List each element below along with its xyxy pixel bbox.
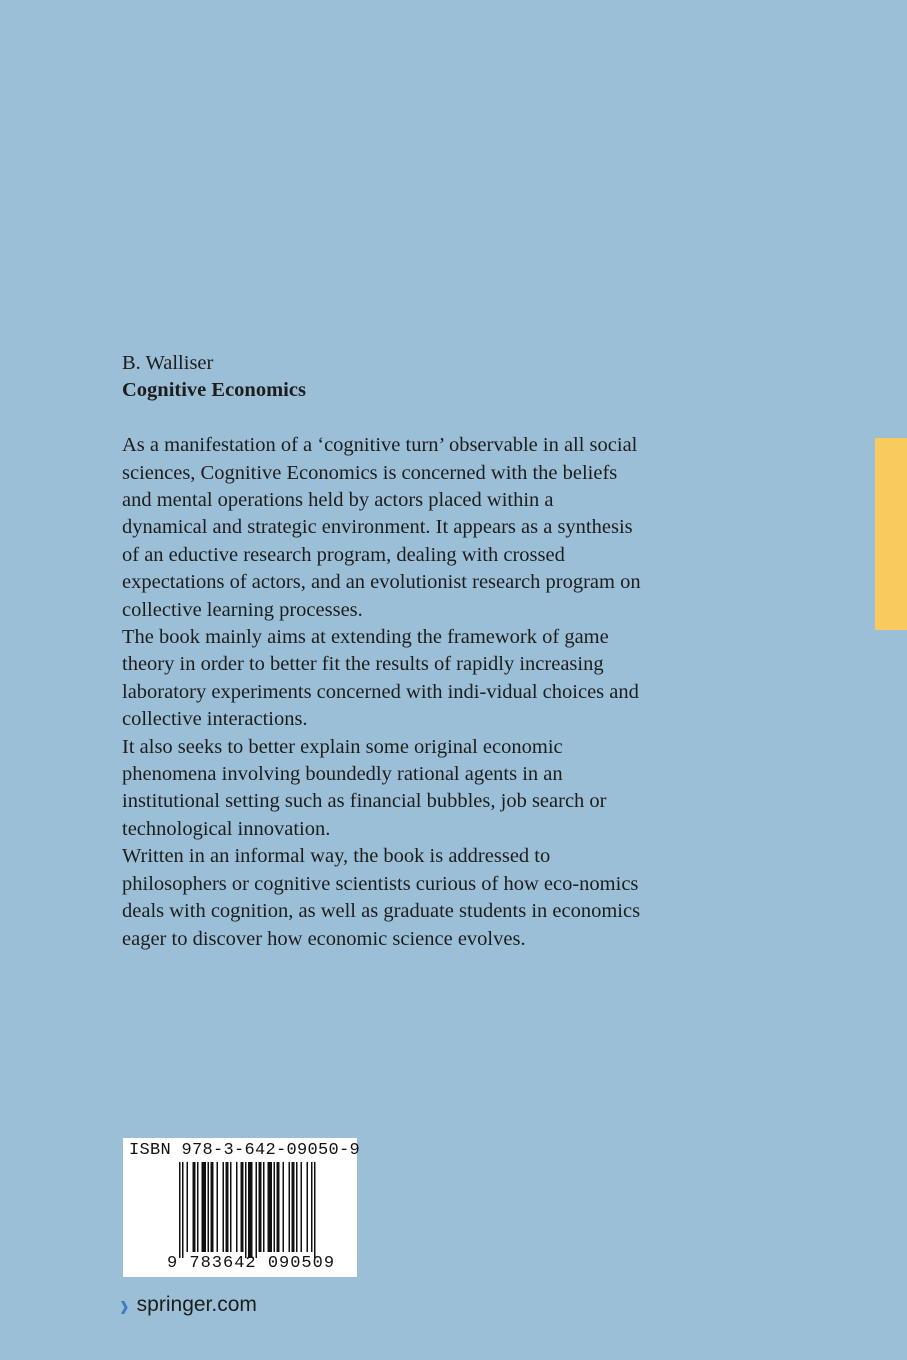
- barcode-bars: [179, 1162, 355, 1258]
- author-name: B. Walliser: [122, 352, 214, 374]
- blurb-paragraph: Written in an informal way, the book is addressed to philosophers or cognitive scientists curious of how eco-nomics deals with cognition, as well as graduate students in economics eager to discover how economic science evolves.: [122, 845, 641, 950]
- publisher-url: springer.com: [136, 1293, 257, 1316]
- blurb: [122, 432, 642, 953]
- isbn-label: ISBN 978-3-642-09050-9: [129, 1141, 361, 1160]
- publisher-link[interactable]: [120, 1285, 257, 1325]
- chevron-right-icon: ›: [120, 1285, 129, 1325]
- blurb-paragraph: The book mainly aims at extending the framework of game theory in order to better fit the results of rapidly increasing laboratory experiments concerned with indi-vidual choices and collective interactions.: [122, 626, 639, 731]
- back-cover-text: [122, 350, 642, 953]
- blurb-paragraph: As a manifestation of a ‘cognitive turn’ observable in all social sciences, Cognitive Economics is concerned with the beliefs and mental operations held by actors placed within a dynamical and strategic environment. It appears as a synthesis of an eductive research program, dealing with crossed expectations of actors, and an evolutionist research program on collective learning processes.: [122, 434, 641, 621]
- blurb-paragraph: It also seeks to better explain some original economic phenomena involving boundedly rational agents in an institutional setting such as financial bubbles, job search or technological innovation.: [122, 735, 607, 840]
- book-title: Cognitive Economics: [122, 379, 306, 402]
- isbn-barcode: [123, 1138, 361, 1277]
- color-tab: [875, 438, 907, 630]
- barcode-digits: 9 783642 090509: [167, 1254, 336, 1273]
